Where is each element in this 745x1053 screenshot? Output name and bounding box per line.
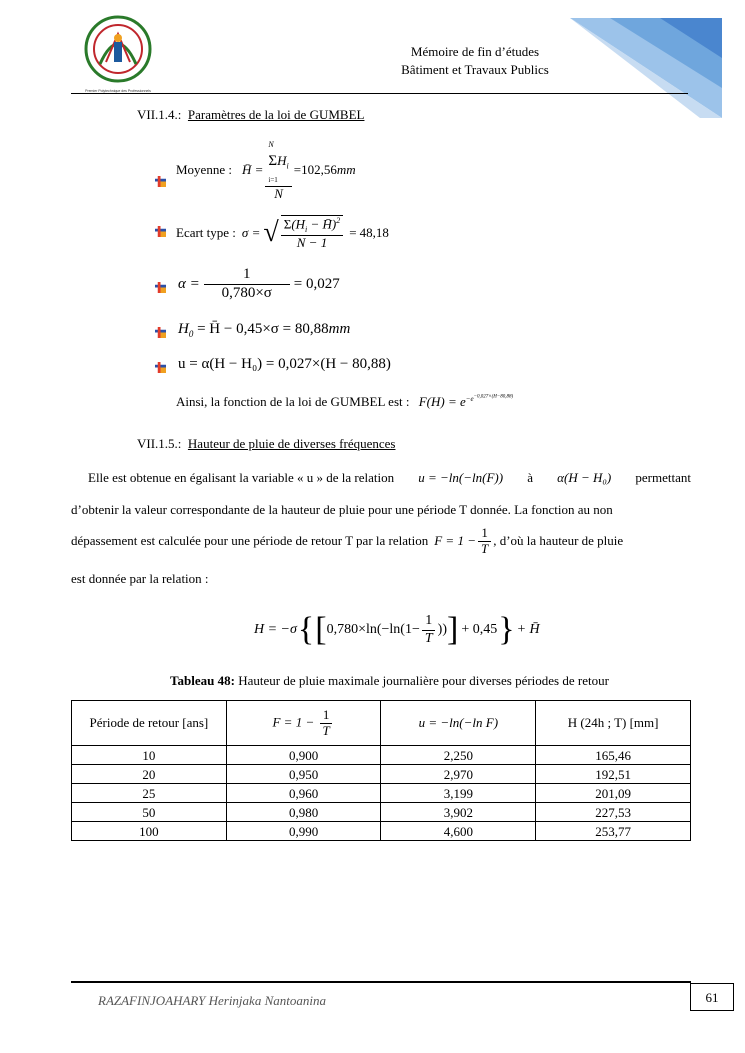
- gumbel-function-line: Ainsi, la fonction de la loi de GUMBEL est : $F(H) = e^{-e^{-0,027\times(H-80,88)}}$: [176, 394, 514, 409]
- header-title-line2: Bâtiment et Travaux Publics: [401, 62, 549, 77]
- table-row: [72, 803, 691, 822]
- table-cell: 4,600: [381, 822, 536, 841]
- moyenne-value: 102,56: [301, 162, 337, 177]
- bullet-icon: [155, 327, 166, 338]
- paragraph-line-3: dépassement est calculée pour une période de retour T par la relation F = 1 − $\frac{1}{T}$ , d’où la hauteur de pluie: [71, 525, 624, 556]
- section-number: VII.1.4.:: [137, 107, 182, 122]
- alpha-line: α = $\frac{1}{0,780\times\sigma}$ = 0,027: [178, 266, 340, 301]
- relation-u: u = −ln(−ln(F)): [418, 470, 504, 485]
- logo: [76, 14, 160, 93]
- table-cell: 165,46: [536, 746, 691, 765]
- section-number: VII.1.5.:: [137, 436, 182, 451]
- paragraph-text: Elle est obtenue en égalisant la variable « u » de la relation: [88, 470, 395, 485]
- table-cell: 3,199: [381, 784, 536, 803]
- paragraph-text: , d’où la hauteur de pluie: [493, 533, 624, 549]
- table-row: [72, 765, 691, 784]
- table-cell: 2,250: [381, 746, 536, 765]
- section-title: Paramètres de la loi de GUMBEL: [187, 107, 365, 122]
- header-title-line1: Mémoire de fin d’études: [410, 44, 540, 59]
- relation-alpha: α(H − H₀): [557, 470, 612, 485]
- h0-line: $H_0$ = H̄ − 0,45×σ = 80,88mm: [178, 321, 351, 339]
- section-heading-gumbel-params: [137, 107, 364, 123]
- table-row: [72, 784, 691, 803]
- table-caption-text: Hauteur de pluie maximale journalière pour diverses périodes de retour: [238, 673, 609, 688]
- table-cell: 25: [72, 784, 227, 803]
- header-rule: [71, 93, 688, 94]
- moyenne-label: Moyenne :: [176, 162, 232, 177]
- equation-part: + 0,45: [461, 622, 498, 637]
- paragraph-text: à: [527, 470, 534, 485]
- table-caption: [71, 673, 708, 689]
- bullet-icon: [155, 226, 166, 237]
- bullet-icon: [155, 176, 166, 187]
- table-row: [72, 746, 691, 765]
- table-row: [72, 822, 691, 841]
- table-cell: 227,53: [536, 803, 691, 822]
- table-cell: 0,900: [226, 746, 381, 765]
- table-cell: 192,51: [536, 765, 691, 784]
- alpha-value: = 0,027: [293, 275, 340, 292]
- equation-part: + H̄: [516, 622, 540, 637]
- alpha-denominator: 0,780×σ: [221, 284, 272, 301]
- moyenne-unit: mm: [336, 162, 356, 177]
- moyenne-line: Moyenne : H̄ = N $\Sigma H_i$ i=1 N = 102,56 mm: [176, 140, 356, 201]
- logo-emblem-icon: [76, 14, 160, 84]
- paragraph-line-2: d’obtenir la valeur correspondante de la hauteur de pluie pour une période T donnée. La fonction au non: [71, 502, 613, 517]
- footer-rule: [71, 981, 691, 983]
- moyenne-fraction: N $\Sigma H_i$ i=1 N: [265, 138, 291, 202]
- table-cell: 50: [72, 803, 227, 822]
- alpha-numerator: 1: [204, 266, 290, 284]
- ecart-type-line: Ecart type : σ = √ $\frac{\Sigma(H_i - H̄)^2}{N - 1}$ = 48,18: [176, 216, 389, 250]
- ecart-type-value: 48,18: [359, 225, 389, 240]
- paragraph-text: permettant: [635, 470, 691, 485]
- table-header-cell: u = −ln(−ln F): [381, 701, 536, 746]
- relation-f: F = 1 −: [434, 533, 476, 549]
- table-cell: 3,902: [381, 803, 536, 822]
- rain-height-table: [71, 700, 691, 841]
- table-cell: 0,950: [226, 765, 381, 784]
- table-cell: 201,09: [536, 784, 691, 803]
- section-heading-rain-height: [137, 436, 395, 452]
- table-cell: 0,990: [226, 822, 381, 841]
- paragraph-text: dépassement est calculée pour une période de retour T par la relation: [71, 533, 429, 549]
- table-cell: 253,77: [536, 822, 691, 841]
- table-header-cell: H (24h ; T) [mm]: [536, 701, 691, 746]
- equation-part: )): [437, 622, 447, 637]
- table-header-cell: F = 1 − $\frac{1}{T}$: [226, 701, 381, 746]
- u-line: u = α(H − H₀) = 0,027×(H − 80,88): [178, 356, 391, 372]
- logo-caption: Premier Polytechnique des Professionnels: [85, 89, 151, 93]
- h0-unit: mm: [328, 321, 351, 337]
- paragraph-line-4: est donnée par la relation :: [71, 571, 209, 586]
- table-header-row: [72, 701, 691, 746]
- table-cell: 0,980: [226, 803, 381, 822]
- h0-formula: = H̄ − 0,45×σ = 80,88: [197, 321, 329, 337]
- table-cell: 100: [72, 822, 227, 841]
- rain-height-equation: H = −σ { [ 0,780×ln(−ln(1− $\frac{1}{T}$ )) ] + 0,45 } + H̄: [254, 611, 540, 648]
- table-header-cell: Période de retour [ans]: [72, 701, 227, 746]
- page-number: 61: [690, 983, 734, 1011]
- footer-author: RAZAFINJOAHARY Herinjaka Nantoanina: [98, 993, 326, 1008]
- table-cell: 0,960: [226, 784, 381, 803]
- equation-part: 0,780×ln(−ln(1−: [326, 622, 420, 637]
- table-caption-label: Tableau 48:: [170, 673, 235, 688]
- table-cell: 2,970: [381, 765, 536, 784]
- gumbel-exponent: −0,027×(H−80,88): [473, 394, 514, 400]
- ecart-type-label: Ecart type :: [176, 225, 236, 240]
- table-cell: 10: [72, 746, 227, 765]
- section-title: Hauteur de pluie de diverses fréquences: [187, 436, 396, 451]
- paragraph-line-1: [88, 470, 691, 486]
- table-cell: 20: [72, 765, 227, 784]
- logo-ring-text: [76, 14, 95, 15]
- bullet-icon: [155, 282, 166, 293]
- gumbel-function-text: Ainsi, la fonction de la loi de GUMBEL est :: [176, 394, 410, 409]
- bullet-icon: [155, 362, 166, 373]
